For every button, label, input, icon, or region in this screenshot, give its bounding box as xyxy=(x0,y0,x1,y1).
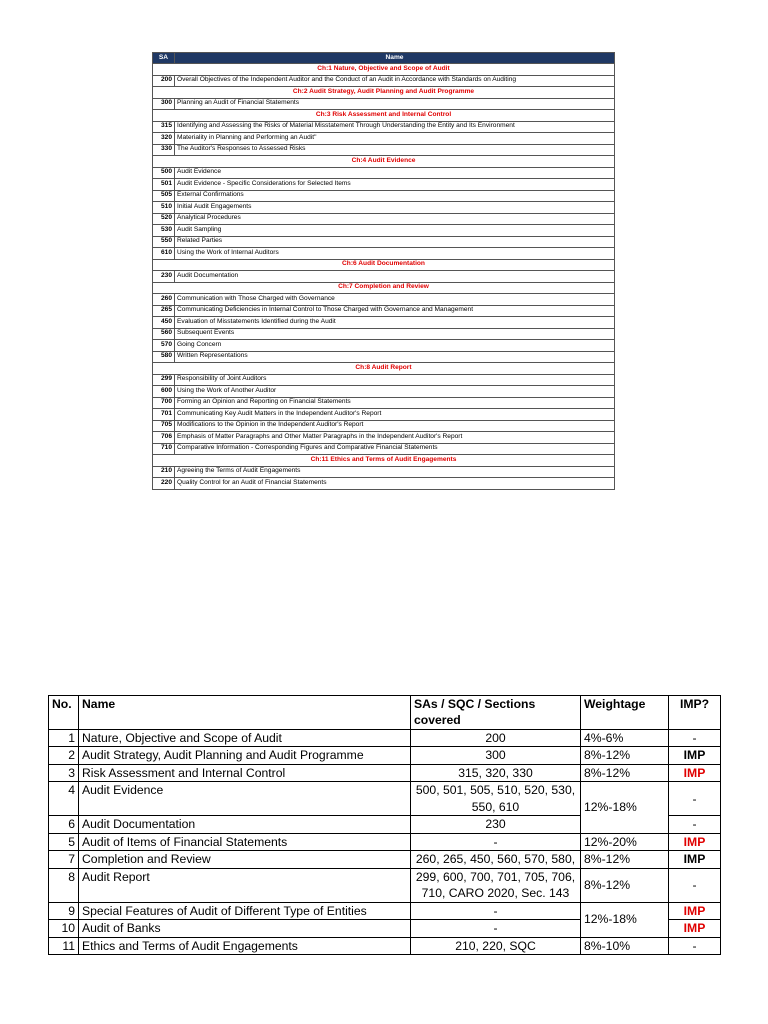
row-imp: IMP xyxy=(669,764,721,781)
table-row xyxy=(153,144,615,156)
chapter-table-header-row xyxy=(49,696,721,730)
row-name: Audit Report xyxy=(79,868,411,902)
table-row xyxy=(153,167,615,179)
chapter-row xyxy=(153,87,615,99)
sa-code: 265 xyxy=(153,305,175,317)
sa-code: 501 xyxy=(153,179,175,191)
sa-name: Quality Control for an Audit of Financial Statements xyxy=(175,478,615,490)
chapter-row xyxy=(153,282,615,294)
chapter-row xyxy=(153,455,615,467)
sa-header: SA xyxy=(153,53,175,64)
row-weightage: 12%-18% xyxy=(581,902,669,937)
table-row xyxy=(153,190,615,202)
sa-name: Analytical Procedures xyxy=(175,213,615,225)
row-imp: IMP xyxy=(669,851,721,868)
sa-name: Evaluation of Misstatements Identified during the Audit xyxy=(175,317,615,329)
table-row xyxy=(153,294,615,306)
table-row xyxy=(153,374,615,386)
sa-code: 510 xyxy=(153,202,175,214)
row-covered xyxy=(411,868,581,902)
chapter-title: Ch:8 Audit Report xyxy=(153,363,615,375)
sa-name: Overall Objectives of the Independent Auditor and the Conduct of an Audit in Accordance with Standards on Auditing xyxy=(175,75,615,87)
row-imp: IMP xyxy=(669,747,721,764)
row-imp: - xyxy=(669,868,721,902)
row-name: Nature, Objective and Scope of Audit xyxy=(79,729,411,746)
table-row xyxy=(153,305,615,317)
row-imp: IMP xyxy=(669,833,721,850)
table-row xyxy=(49,747,721,764)
row-no: 6 xyxy=(49,816,79,833)
table-row xyxy=(153,202,615,214)
chapter-row xyxy=(153,156,615,168)
sa-name: Communication with Those Charged with Governance xyxy=(175,294,615,306)
sa-name: Initial Audit Engagements xyxy=(175,202,615,214)
sa-name: Comparative Information - Corresponding Figures and Comparative Financial Statements xyxy=(175,443,615,455)
table-row xyxy=(153,340,615,352)
sa-code: 500 xyxy=(153,167,175,179)
covered-line: 550, 610 xyxy=(471,799,520,814)
table-row xyxy=(153,236,615,248)
row-covered: 260, 265, 450, 560, 570, 580, xyxy=(411,851,581,868)
row-name: Ethics and Terms of Audit Engagements xyxy=(79,937,411,954)
sa-name: Audit Sampling xyxy=(175,225,615,237)
row-weightage: 12%-18% xyxy=(581,782,669,833)
covered-line: 710, CARO 2020, Sec. 143 xyxy=(421,886,570,901)
name-header: Name xyxy=(79,696,411,730)
table-row xyxy=(49,902,721,919)
chapter-weightage-table xyxy=(48,695,721,955)
sa-code: 450 xyxy=(153,317,175,329)
sa-code: 200 xyxy=(153,75,175,87)
row-name: Risk Assessment and Internal Control xyxy=(79,764,411,781)
row-no: 8 xyxy=(49,868,79,902)
row-covered: 315, 320, 330 xyxy=(411,764,581,781)
sa-name: Communicating Deficiencies in Internal Control to Those Charged with Governance and Management xyxy=(175,305,615,317)
sa-name: Planning an Audit of Financial Statements xyxy=(175,98,615,110)
row-name: Audit Strategy, Audit Planning and Audit Programme xyxy=(79,747,411,764)
row-weightage: 8%-12% xyxy=(581,851,669,868)
sa-code: 600 xyxy=(153,386,175,398)
sa-code: 706 xyxy=(153,432,175,444)
sa-code: 700 xyxy=(153,397,175,409)
row-weightage: 8%-12% xyxy=(581,764,669,781)
sa-name: The Auditor's Responses to Assessed Risks xyxy=(175,144,615,156)
sa-code: 220 xyxy=(153,478,175,490)
table-row xyxy=(153,443,615,455)
weightage-header: Weightage xyxy=(581,696,669,730)
row-weightage: 4%-6% xyxy=(581,729,669,746)
row-no: 10 xyxy=(49,920,79,937)
sa-table-header-row xyxy=(153,53,615,64)
chapter-title: Ch:2 Audit Strategy, Audit Planning and Audit Programme xyxy=(153,87,615,99)
row-no: 2 xyxy=(49,747,79,764)
table-row xyxy=(153,328,615,340)
row-name: Audit Documentation xyxy=(79,816,411,833)
sa-code: 520 xyxy=(153,213,175,225)
table-row xyxy=(153,213,615,225)
sa-name: Identifying and Assessing the Risks of Material Misstatement Through Understanding the Entity and Its Environment xyxy=(175,121,615,133)
row-covered: 230 xyxy=(411,816,581,833)
sa-name: Going Concern xyxy=(175,340,615,352)
chapter-row xyxy=(153,363,615,375)
row-name: Completion and Review xyxy=(79,851,411,868)
row-weightage: 12%-20% xyxy=(581,833,669,850)
row-name: Audit Evidence xyxy=(79,782,411,816)
sa-name: Subsequent Events xyxy=(175,328,615,340)
covered-line: 299, 600, 700, 701, 705, 706, xyxy=(415,869,576,884)
covered-line: 500, 501, 505, 510, 520, 530, xyxy=(415,783,576,798)
sa-code: 560 xyxy=(153,328,175,340)
sa-name: Communicating Key Audit Matters in the Independent Auditor's Report xyxy=(175,409,615,421)
table-row xyxy=(153,179,615,191)
sa-name: Emphasis of Matter Paragraphs and Other Matter Paragraphs in the Independent Auditor's Report xyxy=(175,432,615,444)
table-row xyxy=(153,248,615,260)
sa-name: Forming an Opinion and Reporting on Financial Statements xyxy=(175,397,615,409)
sa-code: 299 xyxy=(153,374,175,386)
chapter-title: Ch:11 Ethics and Terms of Audit Engagements xyxy=(153,455,615,467)
row-name: Audit of Items of Financial Statements xyxy=(79,833,411,850)
sa-code: 230 xyxy=(153,271,175,283)
sa-code: 701 xyxy=(153,409,175,421)
row-covered: - xyxy=(411,920,581,937)
sa-name: Audit Documentation xyxy=(175,271,615,283)
row-covered: - xyxy=(411,833,581,850)
table-row xyxy=(153,133,615,145)
table-row xyxy=(153,351,615,363)
table-row xyxy=(153,317,615,329)
table-row xyxy=(153,271,615,283)
sa-name: Responsibility of Joint Auditors xyxy=(175,374,615,386)
row-no: 7 xyxy=(49,851,79,868)
table-row xyxy=(153,397,615,409)
row-no: 1 xyxy=(49,729,79,746)
table-row xyxy=(153,409,615,421)
row-weightage: 8%-10% xyxy=(581,937,669,954)
chapter-title: Ch:6 Audit Documentation xyxy=(153,259,615,271)
row-no: 9 xyxy=(49,902,79,919)
row-name: Special Features of Audit of Different Type of Entities xyxy=(79,902,411,919)
row-imp: - xyxy=(669,782,721,816)
chapter-row xyxy=(153,259,615,271)
table-row xyxy=(153,121,615,133)
sa-code: 330 xyxy=(153,144,175,156)
sa-code: 505 xyxy=(153,190,175,202)
table-row xyxy=(153,420,615,432)
sa-code: 530 xyxy=(153,225,175,237)
row-covered: 210, 220, SQC xyxy=(411,937,581,954)
table-row xyxy=(49,868,721,902)
row-covered: - xyxy=(411,902,581,919)
table-row xyxy=(153,386,615,398)
chapter-row xyxy=(153,110,615,122)
row-covered: 200 xyxy=(411,729,581,746)
table-row xyxy=(153,466,615,478)
sa-code: 550 xyxy=(153,236,175,248)
chapter-row xyxy=(153,64,615,76)
sa-code: 315 xyxy=(153,121,175,133)
table-row xyxy=(49,937,721,954)
table-row xyxy=(49,764,721,781)
table-row xyxy=(49,833,721,850)
row-covered: 300 xyxy=(411,747,581,764)
sa-name: Audit Evidence - Specific Considerations for Selected Items xyxy=(175,179,615,191)
row-no: 4 xyxy=(49,782,79,816)
row-name: Audit of Banks xyxy=(79,920,411,937)
table-row xyxy=(153,432,615,444)
table-row xyxy=(49,782,721,816)
row-imp: - xyxy=(669,937,721,954)
sa-code: 580 xyxy=(153,351,175,363)
table-row xyxy=(153,478,615,490)
chapter-title: Ch:7 Completion and Review xyxy=(153,282,615,294)
imp-header: IMP? xyxy=(669,696,721,730)
sa-code: 300 xyxy=(153,98,175,110)
sa-code: 320 xyxy=(153,133,175,145)
sa-table-body xyxy=(153,64,615,490)
sa-name: Using the Work of Internal Auditors xyxy=(175,248,615,260)
table-row xyxy=(153,98,615,110)
sa-code: 610 xyxy=(153,248,175,260)
table-row xyxy=(153,225,615,237)
no-header: No. xyxy=(49,696,79,730)
sa-name: Related Parties xyxy=(175,236,615,248)
row-no: 11 xyxy=(49,937,79,954)
sa-name: Materiality in Planning and Performing an Audit" xyxy=(175,133,615,145)
sa-name: Audit Evidence xyxy=(175,167,615,179)
row-no: 5 xyxy=(49,833,79,850)
sa-code: 570 xyxy=(153,340,175,352)
table-row xyxy=(153,75,615,87)
sa-code: 710 xyxy=(153,443,175,455)
sa-code: 705 xyxy=(153,420,175,432)
row-covered xyxy=(411,782,581,816)
table-row xyxy=(49,851,721,868)
row-weightage: 8%-12% xyxy=(581,868,669,902)
sa-name: Using the Work of Another Auditor xyxy=(175,386,615,398)
row-no: 3 xyxy=(49,764,79,781)
sa-table xyxy=(152,52,615,490)
name-header: Name xyxy=(175,53,615,64)
chapter-title: Ch:1 Nature, Objective and Scope of Audit xyxy=(153,64,615,76)
row-imp: - xyxy=(669,816,721,833)
chapter-title: Ch:4 Audit Evidence xyxy=(153,156,615,168)
row-weightage: 8%-12% xyxy=(581,747,669,764)
row-imp: IMP xyxy=(669,902,721,919)
row-imp: - xyxy=(669,729,721,746)
chapter-title: Ch:3 Risk Assessment and Internal Control xyxy=(153,110,615,122)
sa-code: 210 xyxy=(153,466,175,478)
sa-name: Agreeing the Terms of Audit Engagements xyxy=(175,466,615,478)
table-row xyxy=(49,729,721,746)
sa-name: Written Representations xyxy=(175,351,615,363)
covered-header: SAs / SQC / Sections covered xyxy=(411,696,581,730)
row-imp: IMP xyxy=(669,920,721,937)
sa-code: 260 xyxy=(153,294,175,306)
sa-name: External Confirmations xyxy=(175,190,615,202)
sa-name: Modifications to the Opinion in the Independent Auditor's Report xyxy=(175,420,615,432)
